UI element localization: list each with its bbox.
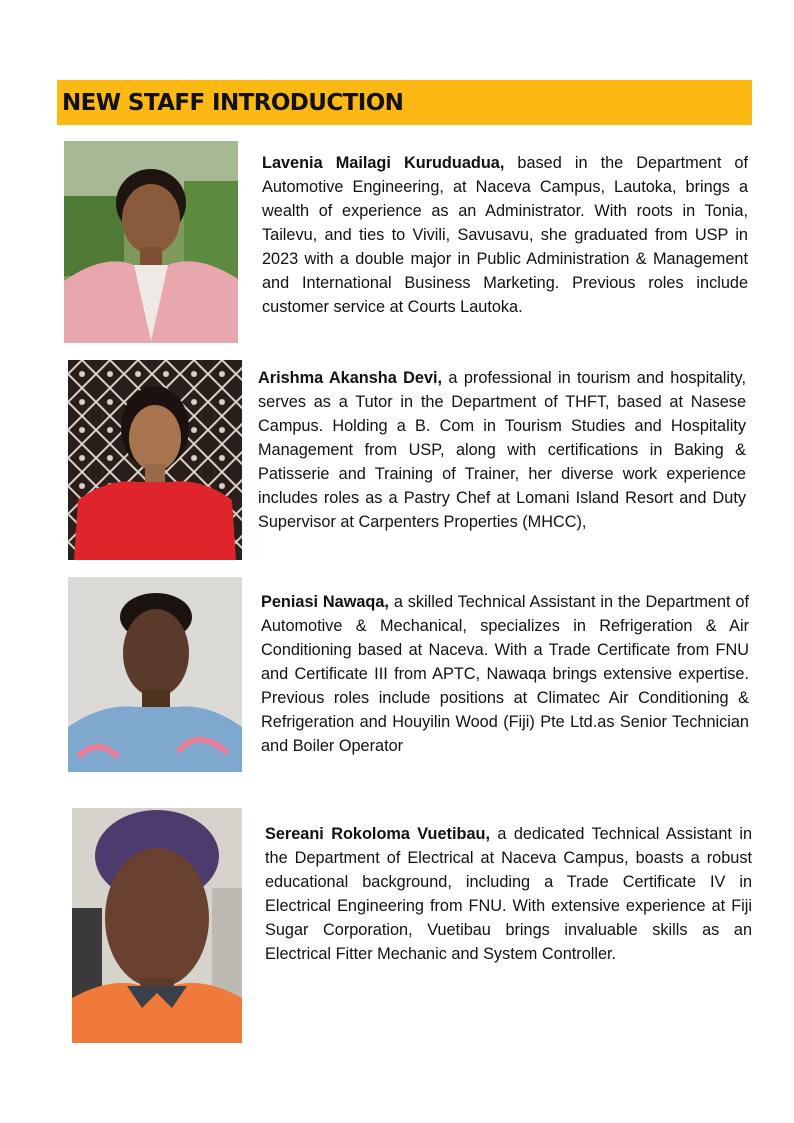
staff-photo-peniasi bbox=[68, 577, 242, 772]
page-title: NEW STAFF INTRODUCTION bbox=[62, 90, 404, 116]
staff-bio-1 bbox=[262, 151, 748, 319]
title-banner bbox=[57, 80, 752, 125]
staff-description: a dedicated Technical Assistant in the Department of Electrical at Naceva Campus, boasts a robust educational background, including a Trade Certificate IV in Electrical Engineering from FNU. With extensive experience at Fiji Sugar Corporation, Vuetibau brings invaluable skills as an Electrical Fitter Mechanic and System Controller. bbox=[265, 825, 752, 963]
staff-description: a professional in tourism and hospitality, serves as a Tutor in the Department of THFT, based at Nasese Campus. Holding a B. Com in Tourism Studies and Hospitality Management from USP, along with certifications in Baking & Patisserie and Training of Trainer, her diverse work experience includes roles as a Pastry Chef at Lomani Island Resort and Duty Supervisor at Carpenters Properties (MHCC), bbox=[258, 369, 747, 531]
staff-description: based in the Department of Automotive Engineering, at Naceva Campus, Lautoka, brings a wealth of experience as an Administrator. With roots in Tonia, Tailevu, and ties to Vivili, Savusavu, she graduated from USP in 2023 with a double major in Public Administration & Management and International Business Marketing. Previous roles include customer service at Courts Lautoka. bbox=[262, 154, 748, 316]
staff-bio-2 bbox=[258, 366, 746, 534]
staff-photo-lavenia bbox=[64, 141, 238, 343]
staff-name: Sereani Rokoloma Vuetibau, bbox=[265, 825, 490, 843]
staff-description: a skilled Technical Assistant in the Department of Automotive & Mechanical, specializes in Refrigeration & Air Conditioning based at Naceva. With a Trade Certificate from FNU and Certificate III from APTC, Nawaqa brings extensive expertise. Previous roles include positions at Climatec Air Conditioning & Refrigeration and Houyilin Wood (Fiji) Pte Ltd.as Senior Technician and Boiler Operator bbox=[261, 593, 749, 755]
staff-name: Arishma Akansha Devi, bbox=[258, 369, 443, 387]
staff-bio-3 bbox=[261, 590, 749, 758]
staff-name: Lavenia Mailagi Kuruduadua, bbox=[262, 154, 505, 172]
staff-photo-sereani bbox=[72, 808, 242, 1043]
staff-name: Peniasi Nawaqa, bbox=[261, 593, 389, 611]
staff-photo-arishma bbox=[68, 360, 242, 560]
staff-bio-4 bbox=[265, 822, 752, 966]
